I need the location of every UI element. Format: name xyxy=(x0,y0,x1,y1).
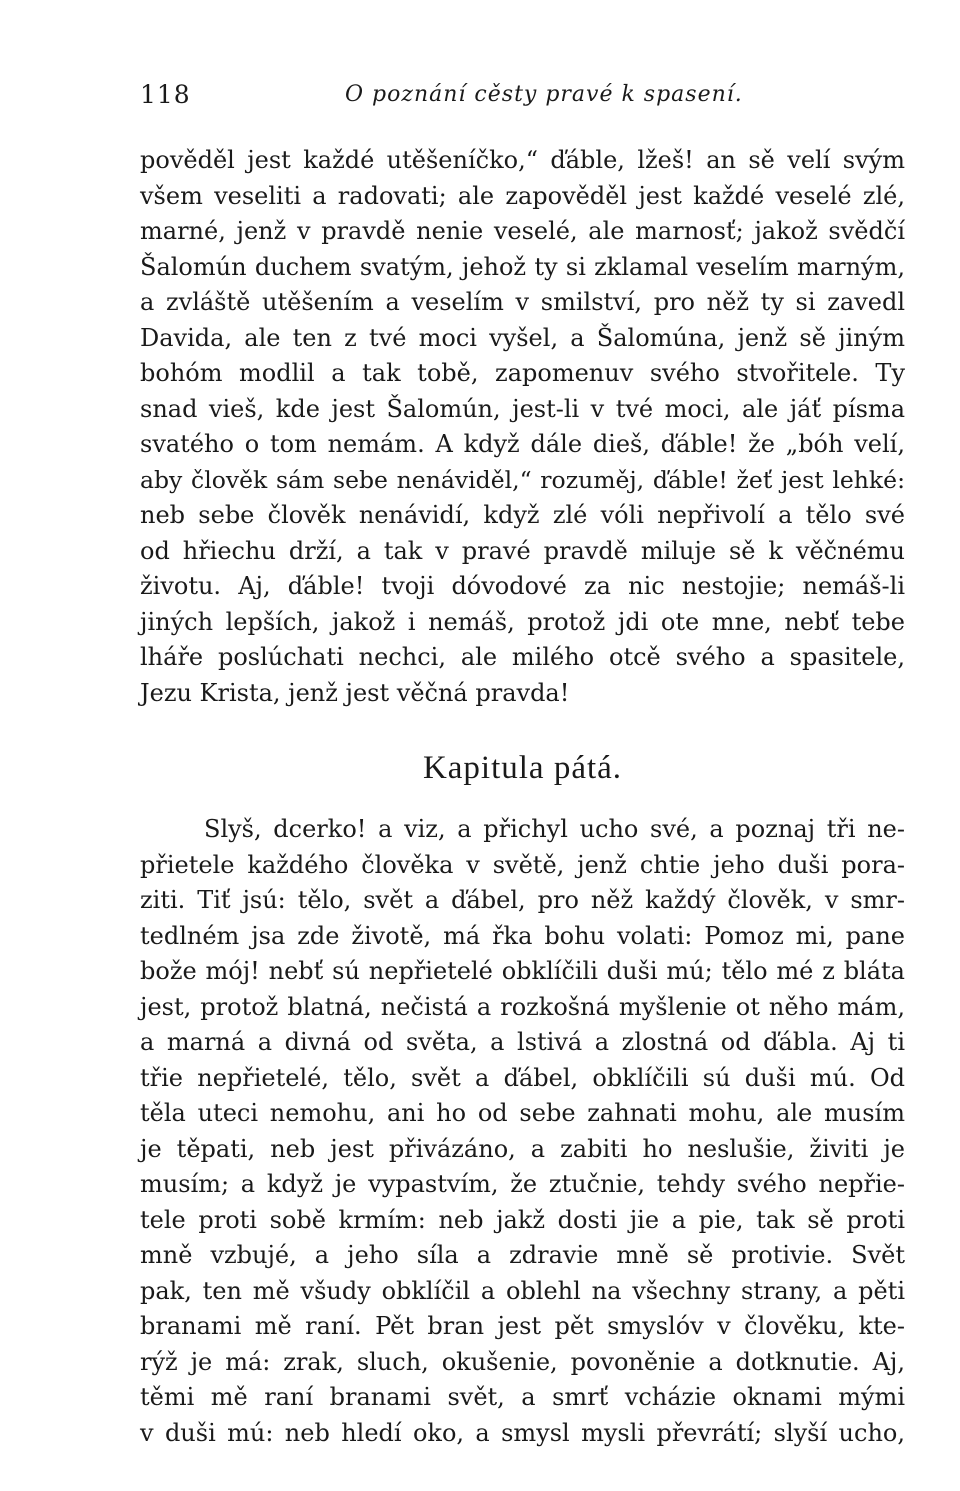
paragraph-continuation xyxy=(140,143,905,711)
running-head xyxy=(140,80,905,116)
running-title: O poznání cěsty pravé k spasení. xyxy=(345,82,743,107)
text-line: pověděl jest každé utěšeníčko,“ ďáble, lžeš! an sě velí svým xyxy=(140,146,905,174)
text-line: v duši mú: neb hledí oko, a smysl mysli převrátí; slyší ucho, xyxy=(140,1418,905,1447)
text-line: neb sebe člověk nenávidí, když zlé vóli nepřivolí a tělo své xyxy=(140,501,905,529)
text-line: od hřiechu drží, a tak v pravé pravdě miluje sě k věčnému xyxy=(140,536,905,565)
text-line: Jezu Krista, jenž jest věčná pravda! xyxy=(140,678,570,707)
text-line: všem veseliti a radovati; ale zapověděl jest každé veselé zlé, xyxy=(140,181,905,210)
text-line: pak, ten mě všudy obklíčil a oblehl na všechny strany, a pěti xyxy=(140,1276,905,1305)
text-line: tedlném jsa zde životě, má řka bohu volati: Pomoz mi, pane xyxy=(140,921,905,950)
text-line: bože mój! nebť sú nepřietelé obklíčili duši mú; tělo mé z bláta xyxy=(140,957,905,985)
text-line: Šalomún duchem svatým, jehož ty si zklamal veselím marným, xyxy=(140,252,905,281)
text-line: musím; a když je vypastvím, že ztučnie, tehdy svého nepřie- xyxy=(140,1170,905,1198)
text-line: přietele každého člověka v světě, jenž chtie jeho duši pora- xyxy=(140,850,905,879)
text-line: lháře poslúchati nechci, ale milého otcě svého a spasitele, xyxy=(140,643,905,671)
chapter-paragraph xyxy=(140,812,905,1451)
text-line: a marná a divná od světa, a lstivá a zlostná od ďábla. Aj ti xyxy=(140,1028,905,1056)
text-line: jest, protož blatná, nečistá a rozkošná myšlenie ot něho mám, xyxy=(140,992,905,1021)
text-line: těla uteci nemohu, ani ho od sebe zahnati mohu, ale musím xyxy=(140,1099,905,1127)
text-line: bohóm modlil a tak tobě, zapomenuv svého stvořitele. Ty xyxy=(140,359,905,387)
text-line: rýž je má: zrak, sluch, okušenie, povoněnie a dotknutie. Aj, xyxy=(140,1347,905,1376)
text-line: je těpati, neb jest přivázáno, a zabiti ho neslušie, živiti je xyxy=(140,1134,905,1163)
text-line: třie nepřietelé, tělo, svět a ďábel, obklíčili sú duši mú. Od xyxy=(140,1063,905,1092)
text-line: těmi mě raní branami svět, a smrť vcházie oknami mými xyxy=(140,1383,905,1411)
text-line: aby člověk sám sebe nenáviděl,“ rozuměj, ďáble! žeť jest lehké: xyxy=(140,465,905,494)
text-line: branami mě raní. Pět bran jest pět smyslóv v člověku, kte- xyxy=(140,1312,905,1340)
text-line: a zvláště utěšením a veselím v smilství, pro něž ty si zavedl xyxy=(140,288,905,316)
text-line: svatého o tom nemám. A když dále dieš, ďáble! že „bóh velí, xyxy=(140,430,905,458)
text-line: Slyš, dcerko! a viz, a přichyl ucho své, a poznaj tři ne- xyxy=(204,815,905,843)
text-line: jiných lepších, jakož i nemáš, protož jdi ote mne, nebť tebe xyxy=(140,607,905,636)
text-line: marné, jenž v pravdě nenie veselé, ale marnosť; jakož svědčí xyxy=(140,217,905,245)
text-line: ziti. Tiť jsú: tělo, svět a ďábel, pro něž každý člověk, v smr- xyxy=(140,886,905,914)
text-line: mně vzbujé, a jeho síla a zdravie mně sě protivie. Svět xyxy=(140,1241,905,1269)
text-line: snad vieš, kde jest Šalomún, jest-li v tvé moci, ale jáť písma xyxy=(140,394,905,423)
text-line: tele proti sobě krmím: neb jakž dosti jie a pie, tak sě proti xyxy=(140,1205,905,1234)
page-number: 118 xyxy=(140,80,191,109)
text-line: Davida, ale ten z tvé moci vyšel, a Šalomúna, jenž sě jiným xyxy=(140,323,905,352)
chapter-heading: Kapitula pátá. xyxy=(422,750,623,786)
text-line: životu. Aj, ďáble! tvoji dóvodové za nic nestojie; nemáš-li xyxy=(140,572,905,600)
